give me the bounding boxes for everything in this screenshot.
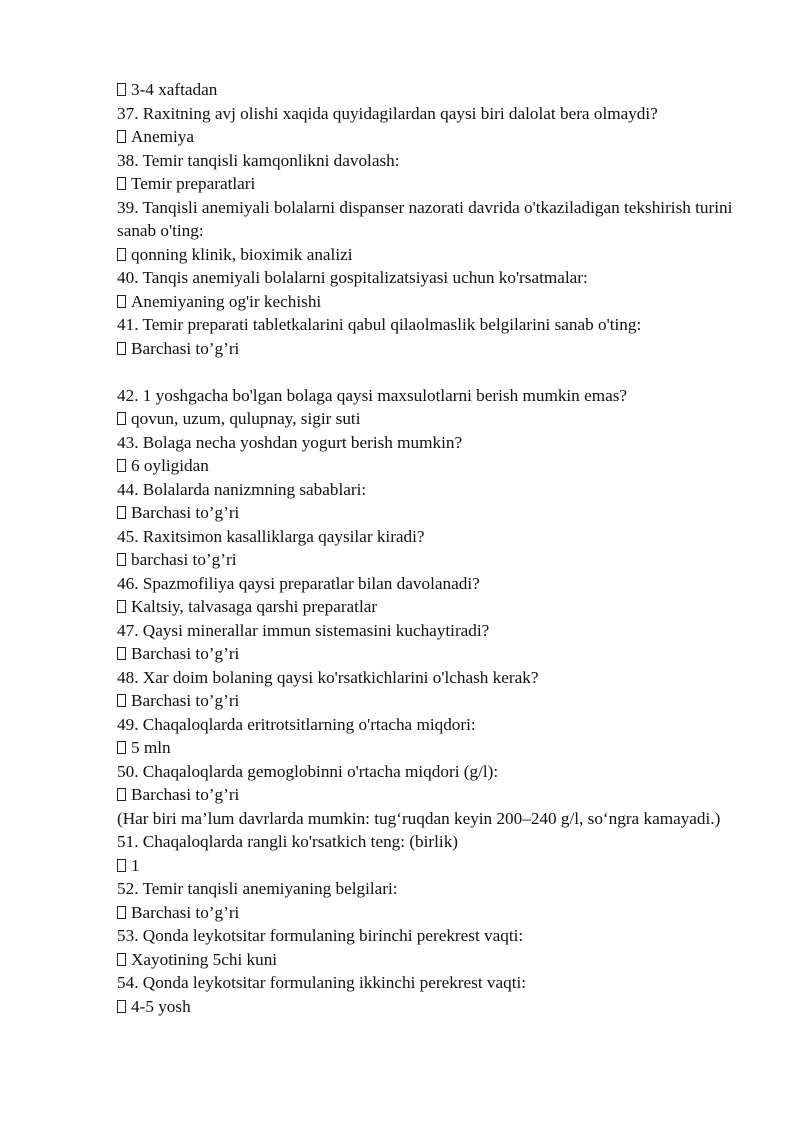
missing-glyph-box-icon (117, 295, 126, 308)
question-text: 37. Raxitning avj olishi xaqida quyidagilardan qaysi biri dalolat bera olmaydi? (117, 103, 658, 123)
question-text: 46. Spazmofiliya qaysi preparatlar bilan davolanadi? (117, 573, 480, 593)
answer-text: 3-4 xaftadan (131, 80, 218, 99)
question-line (117, 196, 737, 243)
answer-text: 1 (131, 855, 140, 875)
question-line (117, 971, 737, 995)
note-line (117, 807, 737, 831)
question-line (117, 313, 737, 337)
answer-line (117, 995, 737, 1019)
answer-line (117, 689, 737, 713)
missing-glyph-box-icon (117, 694, 126, 707)
question-line (117, 266, 737, 290)
missing-glyph-box-icon (117, 1000, 126, 1013)
answer-text: Temir preparatlari (131, 174, 256, 193)
answer-line (117, 243, 737, 267)
missing-glyph-box-icon (117, 342, 126, 355)
answer-text: qovun, uzum, qulupnay, sigir suti (131, 409, 361, 428)
note-text: (Har biri ma’lum davrlarda mumkin: tug‘ruqdan keyin 200–240 g/l, so‘ngra kamayadi.) (117, 808, 721, 828)
missing-glyph-box-icon (117, 553, 126, 566)
question-text: 53. Qonda leykotsitar formulaning birinchi perekrest vaqti: (117, 926, 524, 945)
question-line (117, 830, 737, 854)
answer-line (117, 407, 737, 431)
question-text: 38. Temir tanqisli kamqonlikni davolash: (117, 150, 400, 170)
answer-text: 4-5 yosh (131, 996, 191, 1016)
answer-line (117, 595, 737, 619)
question-line (117, 572, 737, 596)
question-text: 43. Bolaga necha yoshdan yogurt berish mumkin? (117, 432, 463, 452)
question-line (117, 877, 737, 901)
answer-text: Xayotining 5chi kuni (131, 949, 278, 969)
missing-glyph-box-icon (117, 177, 126, 190)
question-text: 49. Chaqaloqlarda eritrotsitlarning o'rtacha miqdori: (117, 714, 476, 734)
answer-text: Barchasi to’g’ri (131, 902, 240, 922)
answer-text: 6 oyligidan (131, 456, 209, 475)
answer-text: Barchasi to’g’ri (131, 691, 240, 710)
question-text: 47. Qaysi minerallar immun sistemasini kuchaytiradi? (117, 620, 490, 640)
question-text: 41. Temir preparati tabletkalarini qabul qilaolmaslik belgilarini sanab o'ting: (117, 315, 642, 334)
answer-text: Barchasi to’g’ri (131, 785, 240, 804)
missing-glyph-box-icon (117, 83, 126, 96)
missing-glyph-box-icon (117, 600, 126, 613)
answer-line (117, 172, 737, 196)
answer-text: Barchasi to’g’ri (131, 503, 240, 522)
missing-glyph-box-icon (117, 647, 126, 660)
missing-glyph-box-icon (117, 130, 126, 143)
missing-glyph-box-icon (117, 953, 126, 966)
answer-text: 5 mln (131, 738, 171, 757)
question-line (117, 666, 737, 690)
question-text: 50. Chaqaloqlarda gemoglobinni o'rtacha miqdori (g/l): (117, 761, 499, 781)
question-text: 45. Raxitsimon kasalliklarga qaysilar kiradi? (117, 526, 425, 546)
question-line (117, 149, 737, 173)
question-line (117, 525, 737, 549)
question-line (117, 619, 737, 643)
missing-glyph-box-icon (117, 859, 126, 872)
missing-glyph-box-icon (117, 412, 126, 425)
question-text: 42. 1 yoshgacha bo'lgan bolaga qaysi maxsulotlarni berish mumkin emas? (117, 385, 628, 405)
answer-line (117, 642, 737, 666)
document-body (117, 78, 737, 1018)
answer-text: qonning klinik, bioximik analizi (131, 244, 353, 264)
missing-glyph-box-icon (117, 906, 126, 919)
answer-line (117, 125, 737, 149)
blank-line (117, 360, 737, 384)
question-text: 40. Tanqis anemiyali bolalarni gospitalizatsiyasi uchun ko'rsatmalar: (117, 268, 588, 287)
answer-line (117, 736, 737, 760)
question-text: 44. Bolalarda nanizmning sabablari: (117, 479, 367, 499)
answer-text: Kaltsiy, talvasaga qarshi preparatlar (131, 597, 378, 616)
answer-text: Barchasi to’g’ri (131, 644, 240, 663)
answer-line (117, 783, 737, 807)
question-text: 54. Qonda leykotsitar formulaning ikkinchi perekrest vaqti: (117, 973, 527, 992)
question-line (117, 713, 737, 737)
answer-line (117, 548, 737, 572)
question-text: 52. Temir tanqisli anemiyaning belgilari: (117, 879, 398, 898)
question-text: 48. Xar doim bolaning qaysi ko'rsatkichlarini o'lchash kerak? (117, 667, 539, 687)
missing-glyph-box-icon (117, 248, 126, 261)
answer-line (117, 948, 737, 972)
answer-line (117, 901, 737, 925)
missing-glyph-box-icon (117, 741, 126, 754)
answer-line (117, 78, 737, 102)
question-line (117, 924, 737, 948)
answer-line (117, 501, 737, 525)
question-line (117, 384, 737, 408)
answer-line (117, 337, 737, 361)
answer-line (117, 290, 737, 314)
question-line (117, 478, 737, 502)
answer-line (117, 454, 737, 478)
missing-glyph-box-icon (117, 788, 126, 801)
question-line (117, 102, 737, 126)
question-text: 39. Tanqisli anemiyali bolalarni dispanser nazorati davrida o'tkaziladigan tekshirish turini sanab o'ting: (117, 197, 733, 240)
answer-text: Anemiya (131, 127, 195, 146)
question-text: 51. Chaqaloqlarda rangli ko'rsatkich teng: (birlik) (117, 832, 459, 851)
answer-text: Anemiyaning og'ir kechishi (131, 291, 322, 311)
question-line (117, 760, 737, 784)
answer-line (117, 854, 737, 878)
question-line (117, 431, 737, 455)
missing-glyph-box-icon (117, 506, 126, 519)
answer-text: Barchasi to’g’ri (131, 338, 240, 358)
answer-text: barchasi to’g’ri (131, 550, 237, 569)
missing-glyph-box-icon (117, 459, 126, 472)
